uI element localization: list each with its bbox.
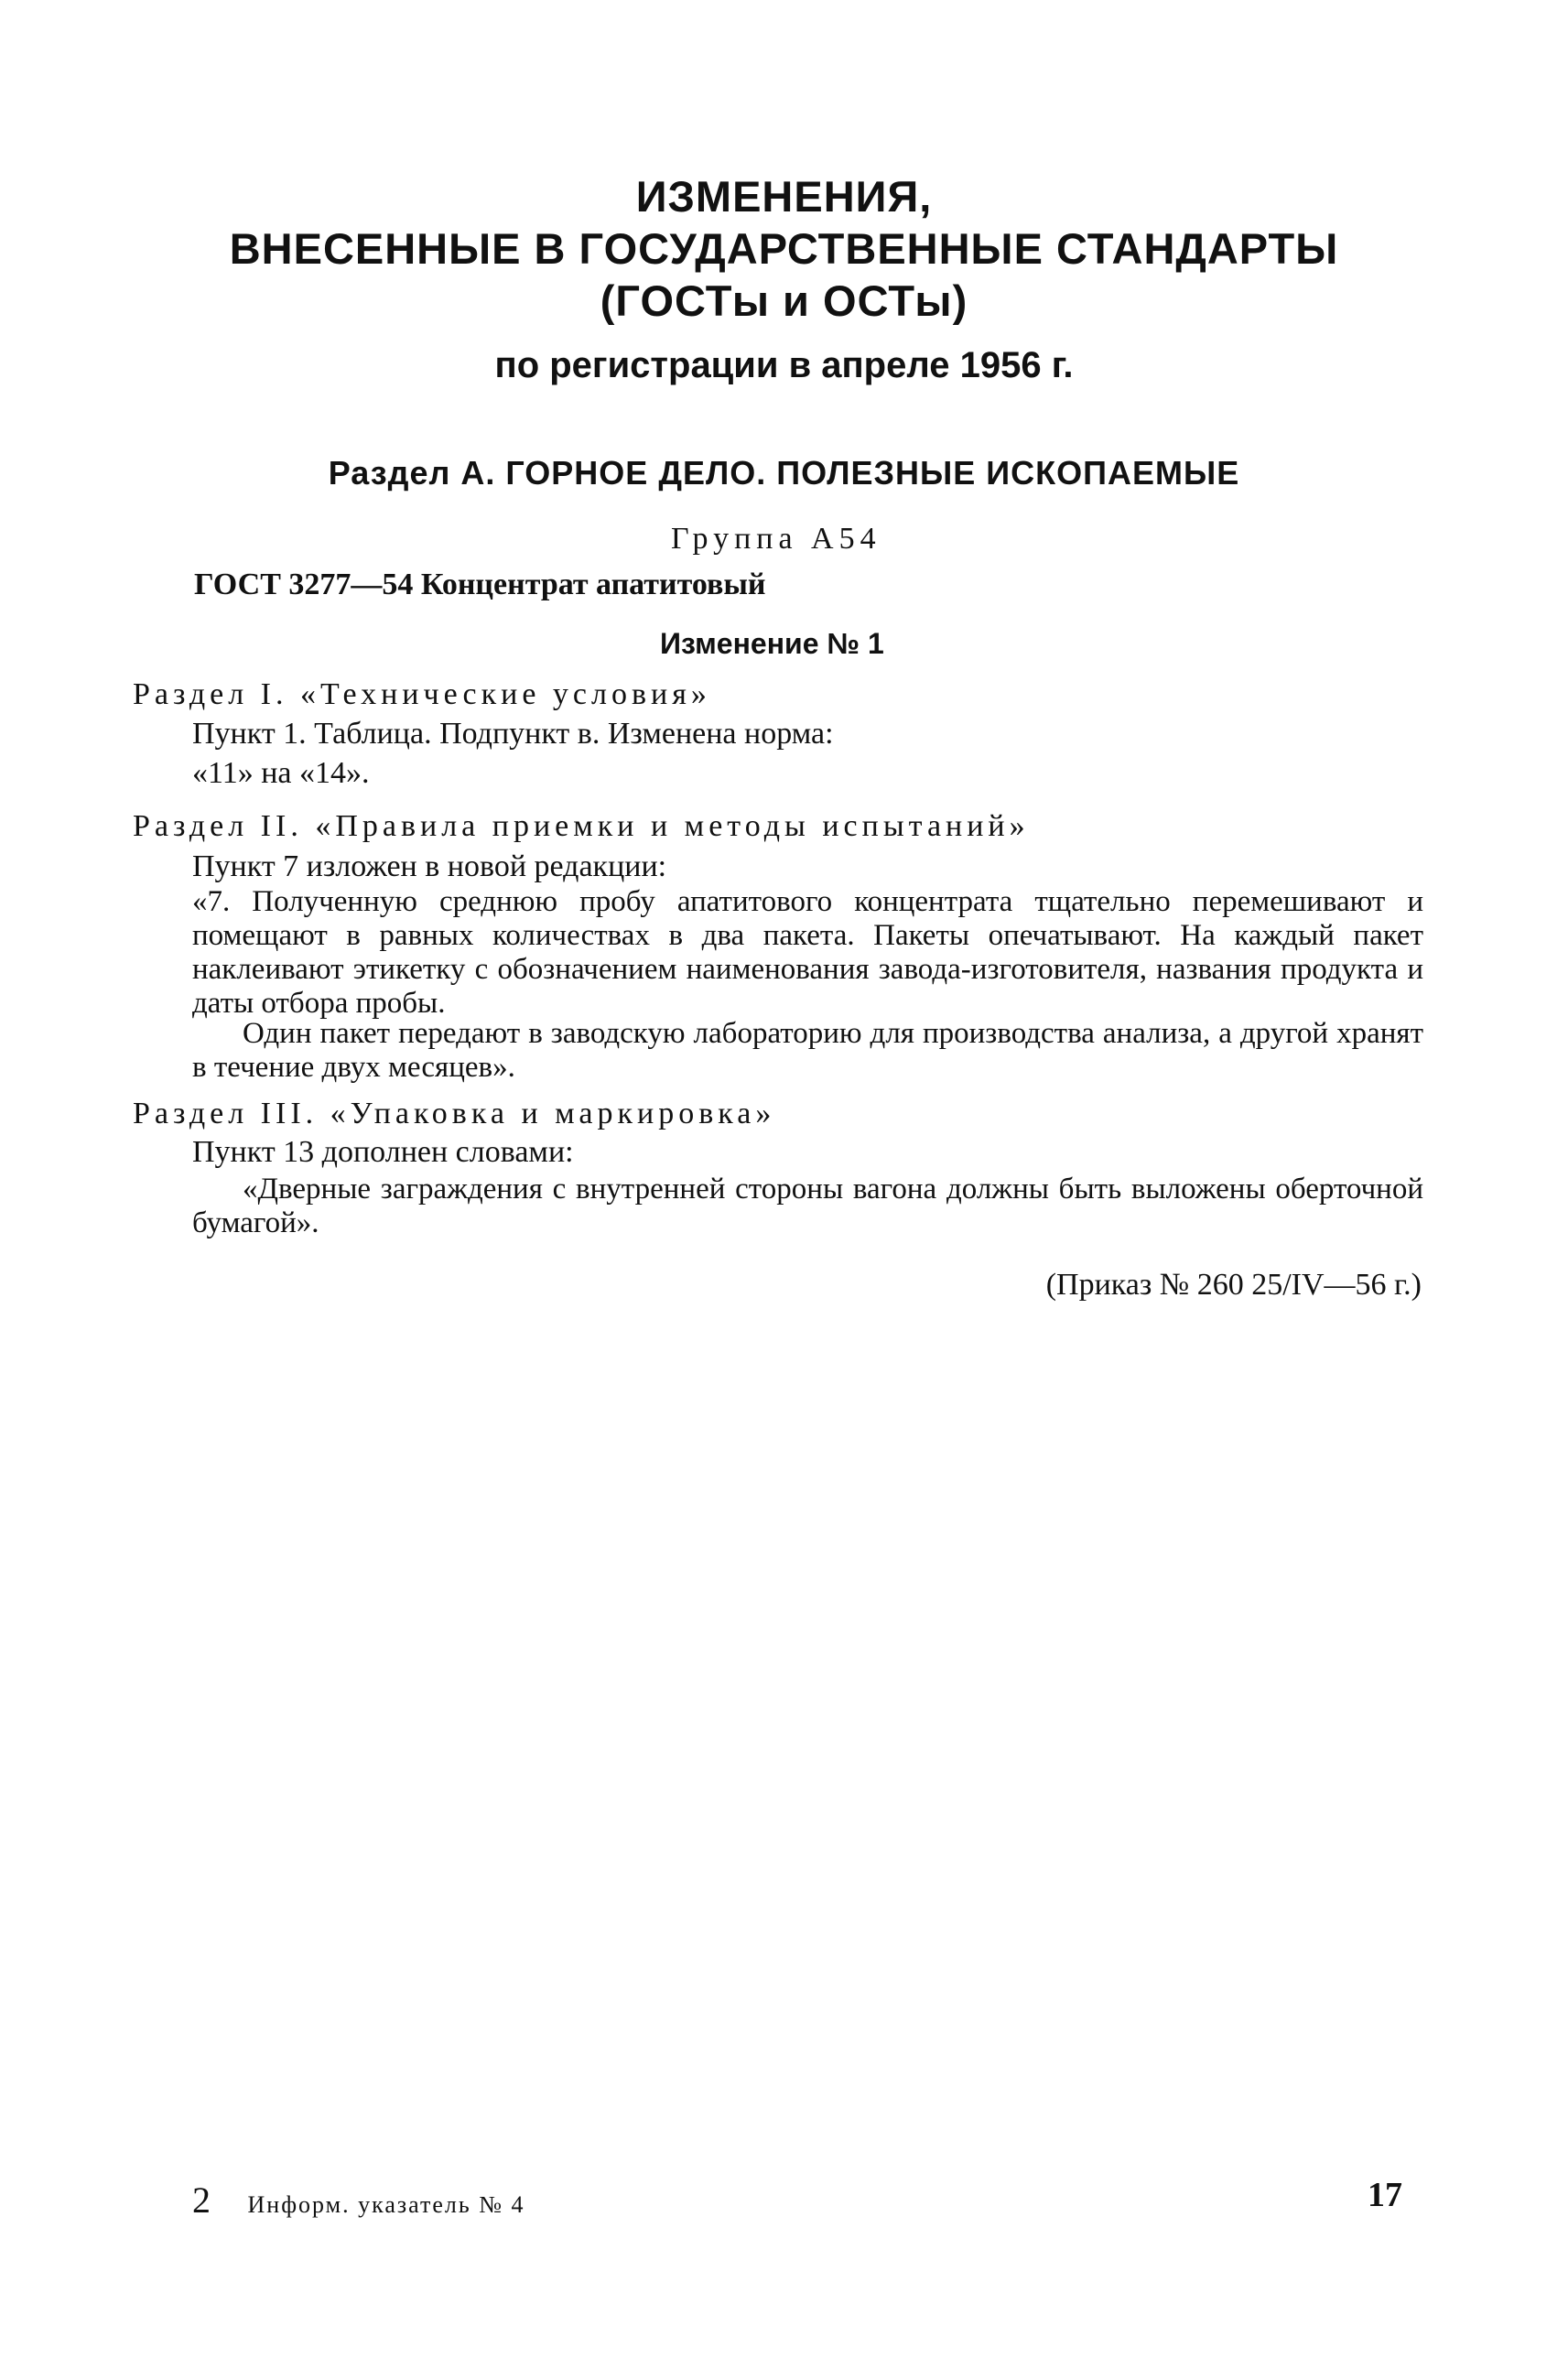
part-1-line-2: «11» на «14». [192, 756, 370, 790]
sheet-number: 2 [192, 2179, 212, 2221]
gost-title: ГОСТ 3277—54 Концентрат апатитовый [194, 568, 766, 601]
title-line-2: ВНЕСЕННЫЕ В ГОСУДАРСТВЕННЫЕ СТАНДАРТЫ [229, 224, 1339, 273]
part-1-line-1: Пункт 1. Таблица. Подпункт в. Изменена норма: [192, 717, 834, 751]
title-line-3: (ГОСТы и ОСТы) [600, 276, 968, 325]
change-number: Изменение № 1 [660, 627, 884, 660]
order-reference: (Приказ № 260 25/IV—56 г.) [1045, 1268, 1422, 1302]
part-3-title: Раздел III. «Упаковка и маркировка» [133, 1097, 776, 1130]
part-2-paragraph-1: «7. Полученную среднюю пробу апатитового концентрата тщательно перемешивают и помещают в равных количествах в два пакета. Пакеты опечатывают. На каждый пакет наклеивают этикетку с обозначением наименования завода-изготовителя, названия продукта и даты отбора пробы. [192, 885, 1423, 1020]
part-2-paragraph-2: Один пакет передают в заводскую лабораторию для производства анализа, а другой хранят в течение двух месяцев». [192, 1017, 1423, 1084]
part-2-line-1: Пункт 7 изложен в новой редакции: [192, 849, 667, 883]
section-heading: Раздел А. ГОРНОЕ ДЕЛО. ПОЛЕЗНЫЕ ИСКОПАЕМЫЕ [328, 454, 1240, 492]
part-1-title: Раздел I. «Технические условия» [133, 677, 711, 711]
part-3-paragraph-1: «Дверные заграждения с внутренней стороны вагона должны быть выложены оберточной бумагой». [192, 1173, 1423, 1239]
part-3-line-1: Пункт 13 дополнен словами: [192, 1135, 574, 1169]
title-line-1: ИЗМЕНЕНИЯ, [635, 172, 933, 221]
footer-publication-info [192, 2179, 525, 2222]
group-label: Группа А54 [671, 522, 881, 556]
subtitle: по регистрации в апреле 1956 г. [494, 345, 1074, 385]
page-number: 17 [1368, 2176, 1402, 2214]
publication-name: Информ. указатель № 4 [247, 2191, 525, 2218]
part-2-title: Раздел II. «Правила приемки и методы испытаний» [133, 809, 1030, 843]
